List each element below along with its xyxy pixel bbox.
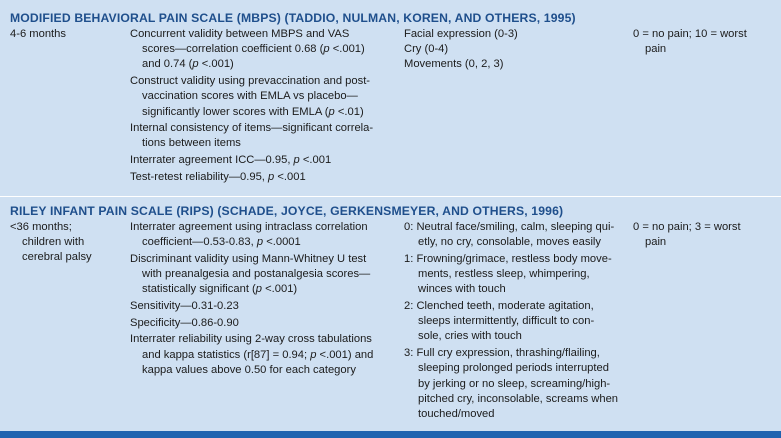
- list-item: Cry (0-4): [404, 43, 449, 56]
- mbps-range: [633, 27, 747, 57]
- list-item-line: Construct validity using prevaccination and post-: [130, 75, 371, 88]
- list-item: [404, 299, 618, 345]
- list-item-line: by jerking or no sleep, screaming/high-: [418, 377, 611, 390]
- list-item-line: kappa values above 0.50 for each category: [142, 363, 356, 376]
- list-item: [130, 252, 373, 298]
- list-item-line: touched/moved: [418, 407, 495, 420]
- mbps-reliability-list: [130, 27, 373, 187]
- rips-age-line-2: children with: [22, 236, 85, 249]
- list-item-line: Specificity—0.86-0.90: [130, 316, 239, 329]
- list-item-line: Sensitivity—0.31-0.23: [130, 300, 239, 313]
- list-item-line: Interrater agreement using intraclass correlation: [130, 221, 368, 233]
- mbps-section-title: MODIFIED BEHAVIORAL PAIN SCALE (MBPS) (TADDIO, NULMAN, KOREN, AND OTHERS, 1995): [10, 11, 576, 25]
- list-item-line: statistically significant (p <.001): [142, 283, 298, 296]
- list-item-line: Interrater agreement ICC—0.95, p <.001: [130, 154, 332, 167]
- list-item: [404, 220, 618, 250]
- list-item: Facial expression (0-3): [404, 28, 518, 40]
- list-item-line: pitched cry, inconsolable, screams when: [418, 392, 619, 405]
- rips-items-list: [404, 220, 618, 424]
- rips-range-line-1: 0 = no pain; 3 = worst: [633, 221, 741, 233]
- list-item-line: 0: Neutral face/smiling, calm, sleeping qui-: [404, 221, 615, 233]
- list-item: [130, 153, 373, 168]
- list-item: [130, 299, 373, 314]
- list-item-line: and 0.74 (p <.001): [142, 58, 234, 71]
- list-item-line: etly, no cry, consolable, moves easily: [418, 236, 602, 249]
- list-item: [130, 316, 373, 331]
- list-item-line: coefficient—0.53-0.83, p <.0001: [142, 236, 301, 249]
- list-item: [130, 27, 373, 73]
- bottom-bar: [0, 431, 781, 438]
- mbps-items-list: [404, 27, 518, 73]
- list-item-line: Internal consistency of items—significant correla-: [130, 122, 374, 135]
- list-item-line: sleeping prolonged periods interrupted: [418, 362, 609, 375]
- list-item-line: with preanalgesia and postanalgesia scores—: [142, 268, 371, 281]
- list-item-line: 3: Full cry expression, thrashing/flailing,: [404, 347, 600, 360]
- rips-range-line-2: pain: [645, 236, 667, 249]
- list-item: [130, 220, 373, 250]
- list-item: [130, 170, 373, 185]
- list-item-line: significantly lower scores with EMLA (p <.01): [142, 105, 364, 118]
- list-item-line: scores—correlation coefficient 0.68 (p <.001): [142, 43, 365, 56]
- list-item-line: vaccination scores with EMLA vs placebo—: [142, 90, 358, 103]
- rips-age-line-3: cerebral palsy: [22, 251, 92, 264]
- list-item: Movements (0, 2, 3): [404, 58, 504, 71]
- mbps-age: 4-6 months: [10, 28, 66, 40]
- mbps-range-line-1: 0 = no pain; 10 = worst: [633, 28, 747, 40]
- rips-age: [10, 220, 92, 266]
- list-item: [130, 332, 373, 378]
- section-divider: [0, 196, 781, 197]
- list-item-line: sleeps intermittently, difficult to con-: [418, 315, 595, 328]
- list-item-line: and kappa statistics (r[87] = 0.94; p <.001) and: [142, 348, 374, 361]
- rips-age-line-1: <36 months;: [10, 221, 72, 233]
- list-item: [404, 346, 618, 422]
- list-item-line: Interrater reliability using 2-way cross tabulations: [130, 333, 372, 346]
- list-item-line: 1: Frowning/grimace, restless body move-: [404, 252, 612, 265]
- list-item-line: ments, restless sleep, whimpering,: [418, 268, 590, 281]
- list-item-line: Test-retest reliability—0.95, p <.001: [130, 170, 306, 183]
- list-item-line: Concurrent validity between MBPS and VAS: [130, 28, 350, 40]
- list-item: [404, 252, 618, 298]
- list-item-line: tions between items: [142, 137, 241, 150]
- list-item-line: sole, cries with touch: [418, 330, 522, 343]
- rips-range: [633, 220, 741, 250]
- rips-section-title: RILEY INFANT PAIN SCALE (RIPS) (SCHADE, JOYCE, GERKENSMEYER, AND OTHERS, 1996): [10, 204, 564, 218]
- list-item: [130, 74, 373, 120]
- list-item-line: 2: Clenched teeth, moderate agitation,: [404, 300, 594, 313]
- list-item-line: Discriminant validity using Mann-Whitney U test: [130, 252, 367, 265]
- mbps-range-line-2: pain: [645, 43, 667, 56]
- rips-reliability-list: [130, 220, 373, 380]
- list-item-line: winces with touch: [418, 283, 506, 296]
- list-item: [130, 121, 373, 151]
